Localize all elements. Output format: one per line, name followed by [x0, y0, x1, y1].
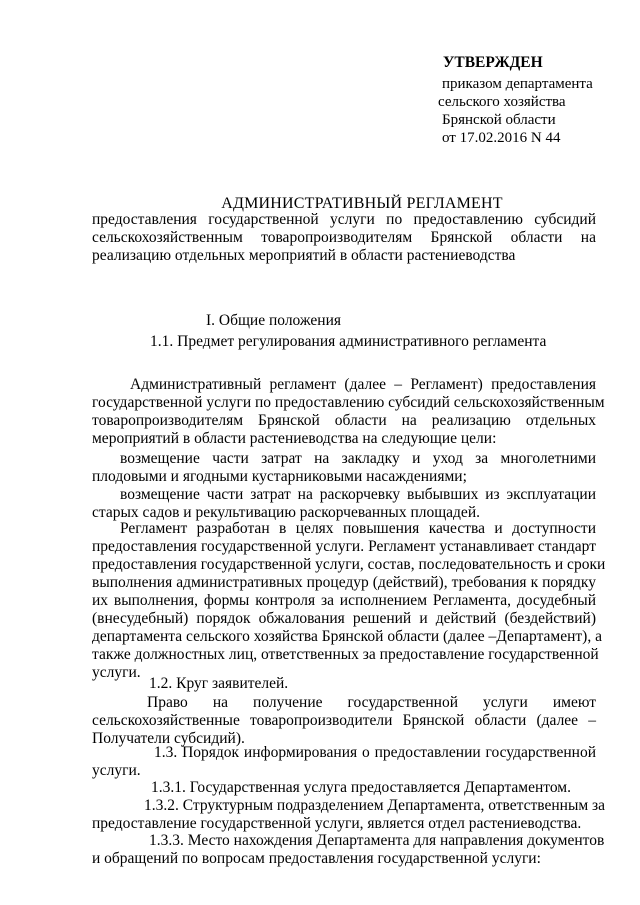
- paragraph-intro: [92, 376, 605, 448]
- text-line: Административный регламент (далее – Регламент) предоставления: [130, 376, 596, 393]
- text-line: также должностных лиц, ответственных за предоставление государственной: [92, 646, 599, 663]
- section-heading-1: I. Общие положения: [206, 312, 342, 329]
- paragraph-applicants: [92, 694, 596, 748]
- text-line: (внесудебный) порядок обжалования решений и действий (бездействий): [92, 610, 596, 627]
- approval-line-region: Брянской области: [442, 112, 556, 128]
- approval-line-date: от 17.02.2016 N 44: [442, 130, 561, 146]
- text-line: старых садов и рекультивацию раскорчеванных площадей.: [92, 504, 480, 521]
- text-line: и обращений по вопросам предоставления государственной услуги:: [92, 850, 541, 867]
- text-line: мероприятий в области растениеводства на следующие цели:: [92, 430, 497, 447]
- paragraph-1-3-2: [92, 797, 606, 833]
- text-line: департамента сельского хозяйства Брянской области (далее –Департамент), а: [92, 628, 602, 645]
- paragraph-1-3-3: [92, 832, 605, 868]
- text-line: услуги.: [92, 762, 141, 779]
- text-line: Регламент разработан в целях повышения качества и доступности: [120, 520, 596, 537]
- section-heading-1-1: 1.1. Предмет регулирования административного регламента: [150, 333, 547, 350]
- subtitle-line: предоставления государственной услуги по предоставлению субсидий: [92, 211, 596, 228]
- text-line: возмещение части затрат на раскорчевку выбывших из эксплуатации: [120, 486, 596, 503]
- paragraph-1-3: [92, 744, 596, 780]
- approval-title: УТВЕРЖДЕН: [443, 54, 543, 71]
- text-line: 1.3.3. Место нахождения Департамента для направления документов: [149, 832, 605, 849]
- text-line: государственной услуги по предоставлению субсидий сельскохозяйственным: [92, 394, 605, 411]
- paragraph-1-3-1: 1.3.1. Государственная услуга предоставляется Департаментом.: [151, 779, 571, 796]
- text-line: товаропроизводителям Брянской области на реализацию отдельных: [92, 412, 596, 429]
- text-line: сельскохозяйственные товаропроизводители Брянской области (далее –: [92, 712, 596, 729]
- text-line: Получатели субсидий).: [92, 730, 245, 747]
- text-line: предоставления государственной услуги. Регламент устанавливает стандарт: [92, 538, 596, 555]
- subtitle-line: сельскохозяйственным товаропроизводителям Брянской области на: [92, 229, 596, 246]
- text-line: выполнения административных процедур (действий), требования к порядку: [92, 574, 596, 591]
- text-line: плодовыми и ягодными кустарниковыми насаждениями;: [92, 468, 467, 485]
- text-line: предоставление государственной услуги, является отдел растениеводства.: [92, 815, 582, 832]
- document-title-text: АДМИНИСТРАТИВНЫЙ РЕГЛАМЕНТ: [221, 195, 503, 212]
- approval-stamp: [438, 54, 628, 147]
- subtitle-line: реализацию отдельных мероприятий в области растениеводства: [92, 247, 516, 264]
- text-line: их выполнения, формы контроля за исполнением Регламента, досудебный: [92, 592, 596, 609]
- text-line: 1.3. Порядок информирования о предоставлении государственной: [154, 744, 596, 761]
- document-subtitle: [92, 211, 596, 265]
- text-line: возмещение части затрат на закладку и уход за многолетними: [120, 450, 596, 467]
- section-heading-1-2: 1.2. Круг заявителей.: [149, 675, 289, 692]
- text-line: Право на получение государственной услуги имеют: [147, 694, 596, 711]
- text-line: 1.3.2. Структурным подразделением Департамента, ответственным за: [144, 797, 606, 814]
- paragraph-goal-2: [92, 486, 596, 522]
- paragraph-purpose: [92, 520, 606, 682]
- text-line: предоставления государственной услуги, состав, последовательность и сроки: [92, 556, 606, 573]
- approval-line-order: приказом департамента: [442, 76, 593, 92]
- paragraph-goal-1: [92, 450, 596, 486]
- approval-line-dept: сельского хозяйства: [438, 94, 566, 110]
- text-line: услуги.: [92, 664, 141, 681]
